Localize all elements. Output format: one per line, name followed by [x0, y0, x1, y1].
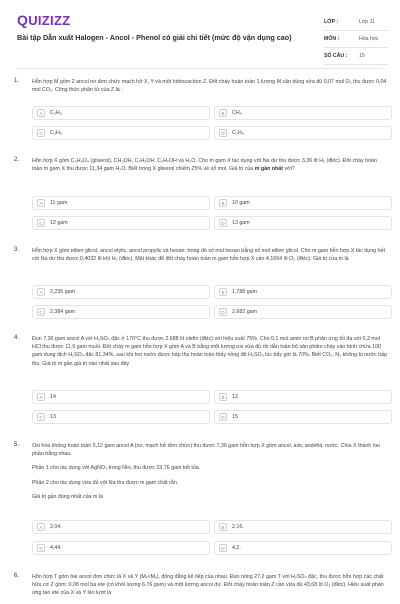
- quizizz-logo: QUIZIZZ: [17, 12, 71, 28]
- answer-option-d[interactable]: [214, 216, 392, 230]
- option-letter: C: [37, 544, 45, 552]
- option-text: 13: [50, 414, 56, 420]
- option-letter: B: [219, 199, 227, 207]
- answer-option-d[interactable]: [214, 126, 392, 140]
- answer-option-c[interactable]: [32, 410, 210, 424]
- option-text: 2,235 gam: [50, 289, 76, 295]
- answer-option-a[interactable]: [32, 390, 210, 404]
- question-paragraph: Giá trị gần đúng nhất của m là: [32, 493, 103, 500]
- question-text: [32, 335, 388, 374]
- meta-row-count: [324, 48, 388, 65]
- option-letter: A: [37, 109, 45, 117]
- question-text: [32, 157, 388, 179]
- option-letter: C: [37, 129, 45, 137]
- answer-option-c[interactable]: [32, 126, 210, 140]
- option-text: 2,04.: [50, 524, 62, 530]
- option-letter: A: [37, 393, 45, 401]
- question-text: [32, 573, 388, 604]
- answer-option-a[interactable]: [32, 285, 210, 299]
- option-text: 2,682 gam: [232, 309, 258, 315]
- option-text: 2,16.: [232, 524, 244, 530]
- meta-row-class: [324, 14, 388, 31]
- answer-option-c[interactable]: [32, 541, 210, 555]
- question-paragraph: Oxi hóa không hoàn toàn 5,12 gam ancol A (no, mạch hở đơn chức) thu được 7,36 gam hỗn hợp X gồm ancol, axit, andehit, nước. Chia X thành hai phần bằng nhau.: [32, 443, 380, 458]
- option-text: 12 gam: [50, 220, 68, 226]
- option-letter: D: [219, 413, 227, 421]
- document-header: [0, 0, 400, 68]
- option-letter: B: [219, 109, 227, 117]
- option-letter: A: [37, 288, 45, 296]
- option-text: 12: [232, 394, 238, 400]
- option-letter: D: [219, 544, 227, 552]
- meta-value: Hóa học: [359, 36, 379, 42]
- option-text: C₂H₆: [232, 130, 244, 136]
- option-text: 11 gam: [50, 200, 68, 206]
- meta-value: 15: [359, 53, 365, 59]
- answer-option-d[interactable]: [214, 410, 392, 424]
- meta-row-subject: [324, 31, 388, 48]
- question-number: 6.: [14, 573, 20, 579]
- option-text: 13 gam: [232, 220, 250, 226]
- question-paragraph: Hỗn hợp X gồm etilen glicol, ancol etylic, ancol propylic và hexan; trong đó số mol hexan bằng số mol etilen glicol. Cho m gam hỗn hợp X tác dụng hết với Na dư thu được 0,4032 lít khí H₂ (đktc). Mặt khác để đốt cháy hoàn toàn m gam hỗn hợp X cần 4,1664 lít O₂ (đktc). Giá trị của m là: [32, 248, 385, 263]
- answer-option-a[interactable]: [32, 106, 210, 120]
- question-number: 4.: [14, 335, 20, 341]
- option-text: 14: [50, 394, 56, 400]
- question-number: 1.: [14, 78, 20, 84]
- question-number: 5.: [14, 442, 20, 448]
- option-text: C₂H₆: [50, 110, 62, 116]
- option-text: CH₄: [232, 110, 242, 116]
- option-letter: D: [219, 129, 227, 137]
- option-text: C₃H₈: [50, 130, 63, 136]
- option-text: 1,788 gam: [232, 289, 258, 295]
- meta-label: LỚP :: [324, 19, 339, 25]
- page-title: Bài tập Dẫn xuất Halogen - Ancol - Phenol có giải chi tiết (mức độ vận dụng cao): [17, 33, 292, 42]
- answer-option-a[interactable]: [32, 520, 210, 534]
- option-text: 15: [232, 414, 238, 420]
- question-paragraph: Phần 2 cho tác dụng vừa đủ với Na thu được m gam chất rắn.: [32, 479, 179, 486]
- answer-option-d[interactable]: [214, 305, 392, 319]
- option-letter: D: [219, 308, 227, 316]
- option-text: 4,44.: [50, 545, 62, 551]
- option-letter: B: [219, 523, 227, 531]
- option-letter: D: [219, 219, 227, 227]
- question-paragraph: Hỗn hợp X gồm C₃H₈O₃ (glixerol), CH₃OH, C₂H₅OH, C₃H₇OH và H₂O. Cho m gam X tác dụng với Na dư thu được 3,36 lít H₂ (đktc). Đốt cháy hoàn toàn m gam X thu được 11,34 gam H₂O. Biết trong X glixerol chiếm 25% về số mol. Giá trị của m gần nhất với?: [32, 158, 377, 173]
- option-letter: C: [37, 308, 45, 316]
- question-text: [32, 247, 388, 269]
- question-text: [32, 78, 388, 100]
- answer-option-c[interactable]: [32, 216, 210, 230]
- option-text: 4,2.: [232, 545, 241, 551]
- answer-option-c[interactable]: [32, 305, 210, 319]
- option-text: 10 gam: [232, 200, 250, 206]
- meta-value: Lớp 11: [359, 19, 375, 25]
- meta-table: [324, 14, 388, 65]
- question-paragraph: Hỗn hợp T gồm hai ancol đơn chức là X và Y (Mₓ<Mᵧ), đồng đẳng kế tiếp của nhau. Đun nóng 27,2 gam T với H₂SO₄ đặc, thu được hỗn hợp các chất hữu cơ Z gồm: 0,08 mol ba ete (có khối lượng 6,76 gam) và một lượng ancol dư. Đốt cháy hoàn toàn Z cần vừa đủ 43,68 lít O₂ (đktc). Hiệu suất phản ứng tạo ete của X và Y lần lượt là: [32, 574, 384, 597]
- answer-option-b[interactable]: [214, 106, 392, 120]
- option-text: 2,384 gam: [50, 309, 76, 315]
- question-paragraph: Đun 7,36 gam ancol A với H₂SO₄ đặc ở 170°C thu được 2,688 lít olefin (đktc) với hiệu suất 75%. Cho 0,1 mol amin no B phản ứng tối đa với 0,2 mol HCl thu được 11,9 gam muối. Đốt cháy m gam hỗn hợp X gồm A và B bằng một lượng oxi vừa đủ rồi dẫn toàn bộ sản phẩm cháy vào bình chứa 100 gam dung dịch H₂SO₄ đặc 81,34%, sau khi hơi nước được hấp thụ hoàn toàn thấy nồng độ H₂SO₄ lúc bấy giờ là 70%. Biết CO₂, N₂ không bị nước hấp thụ. Giá trị m gần giá trị nào nhất sau đây: [32, 336, 388, 367]
- answer-option-b[interactable]: [214, 390, 392, 404]
- question-paragraph: Phần 1 cho tác dụng với AgNO₃ trong NH₃ thu được 23,76 gam kết tủa.: [32, 465, 201, 472]
- meta-label: MÔN :: [324, 36, 340, 42]
- answer-option-d[interactable]: [214, 541, 392, 555]
- answer-option-b[interactable]: [214, 520, 392, 534]
- option-letter: A: [37, 199, 45, 207]
- option-letter: B: [219, 393, 227, 401]
- question-number: 2.: [14, 157, 20, 163]
- option-letter: C: [37, 219, 45, 227]
- question-number: 3.: [14, 247, 20, 253]
- option-letter: A: [37, 523, 45, 531]
- meta-label: SỐ CÂU :: [324, 53, 348, 59]
- option-letter: C: [37, 413, 45, 421]
- question-text: [32, 442, 388, 507]
- header-divider: [17, 68, 383, 69]
- answer-option-b[interactable]: [214, 196, 392, 210]
- answer-option-b[interactable]: [214, 285, 392, 299]
- question-paragraph: Hỗn hợp M gồm 2 ancol no đơn chức mạch hở X, Y và một hidrocacbon Z. Đốt cháy hoàn toàn 1 lượng M cần dùng vừa đủ 0,07 mol O₂ thu được 0,04 mol CO₂. Công thức phân tử của Z là :: [32, 79, 387, 94]
- option-letter: B: [219, 288, 227, 296]
- answer-option-a[interactable]: [32, 196, 210, 210]
